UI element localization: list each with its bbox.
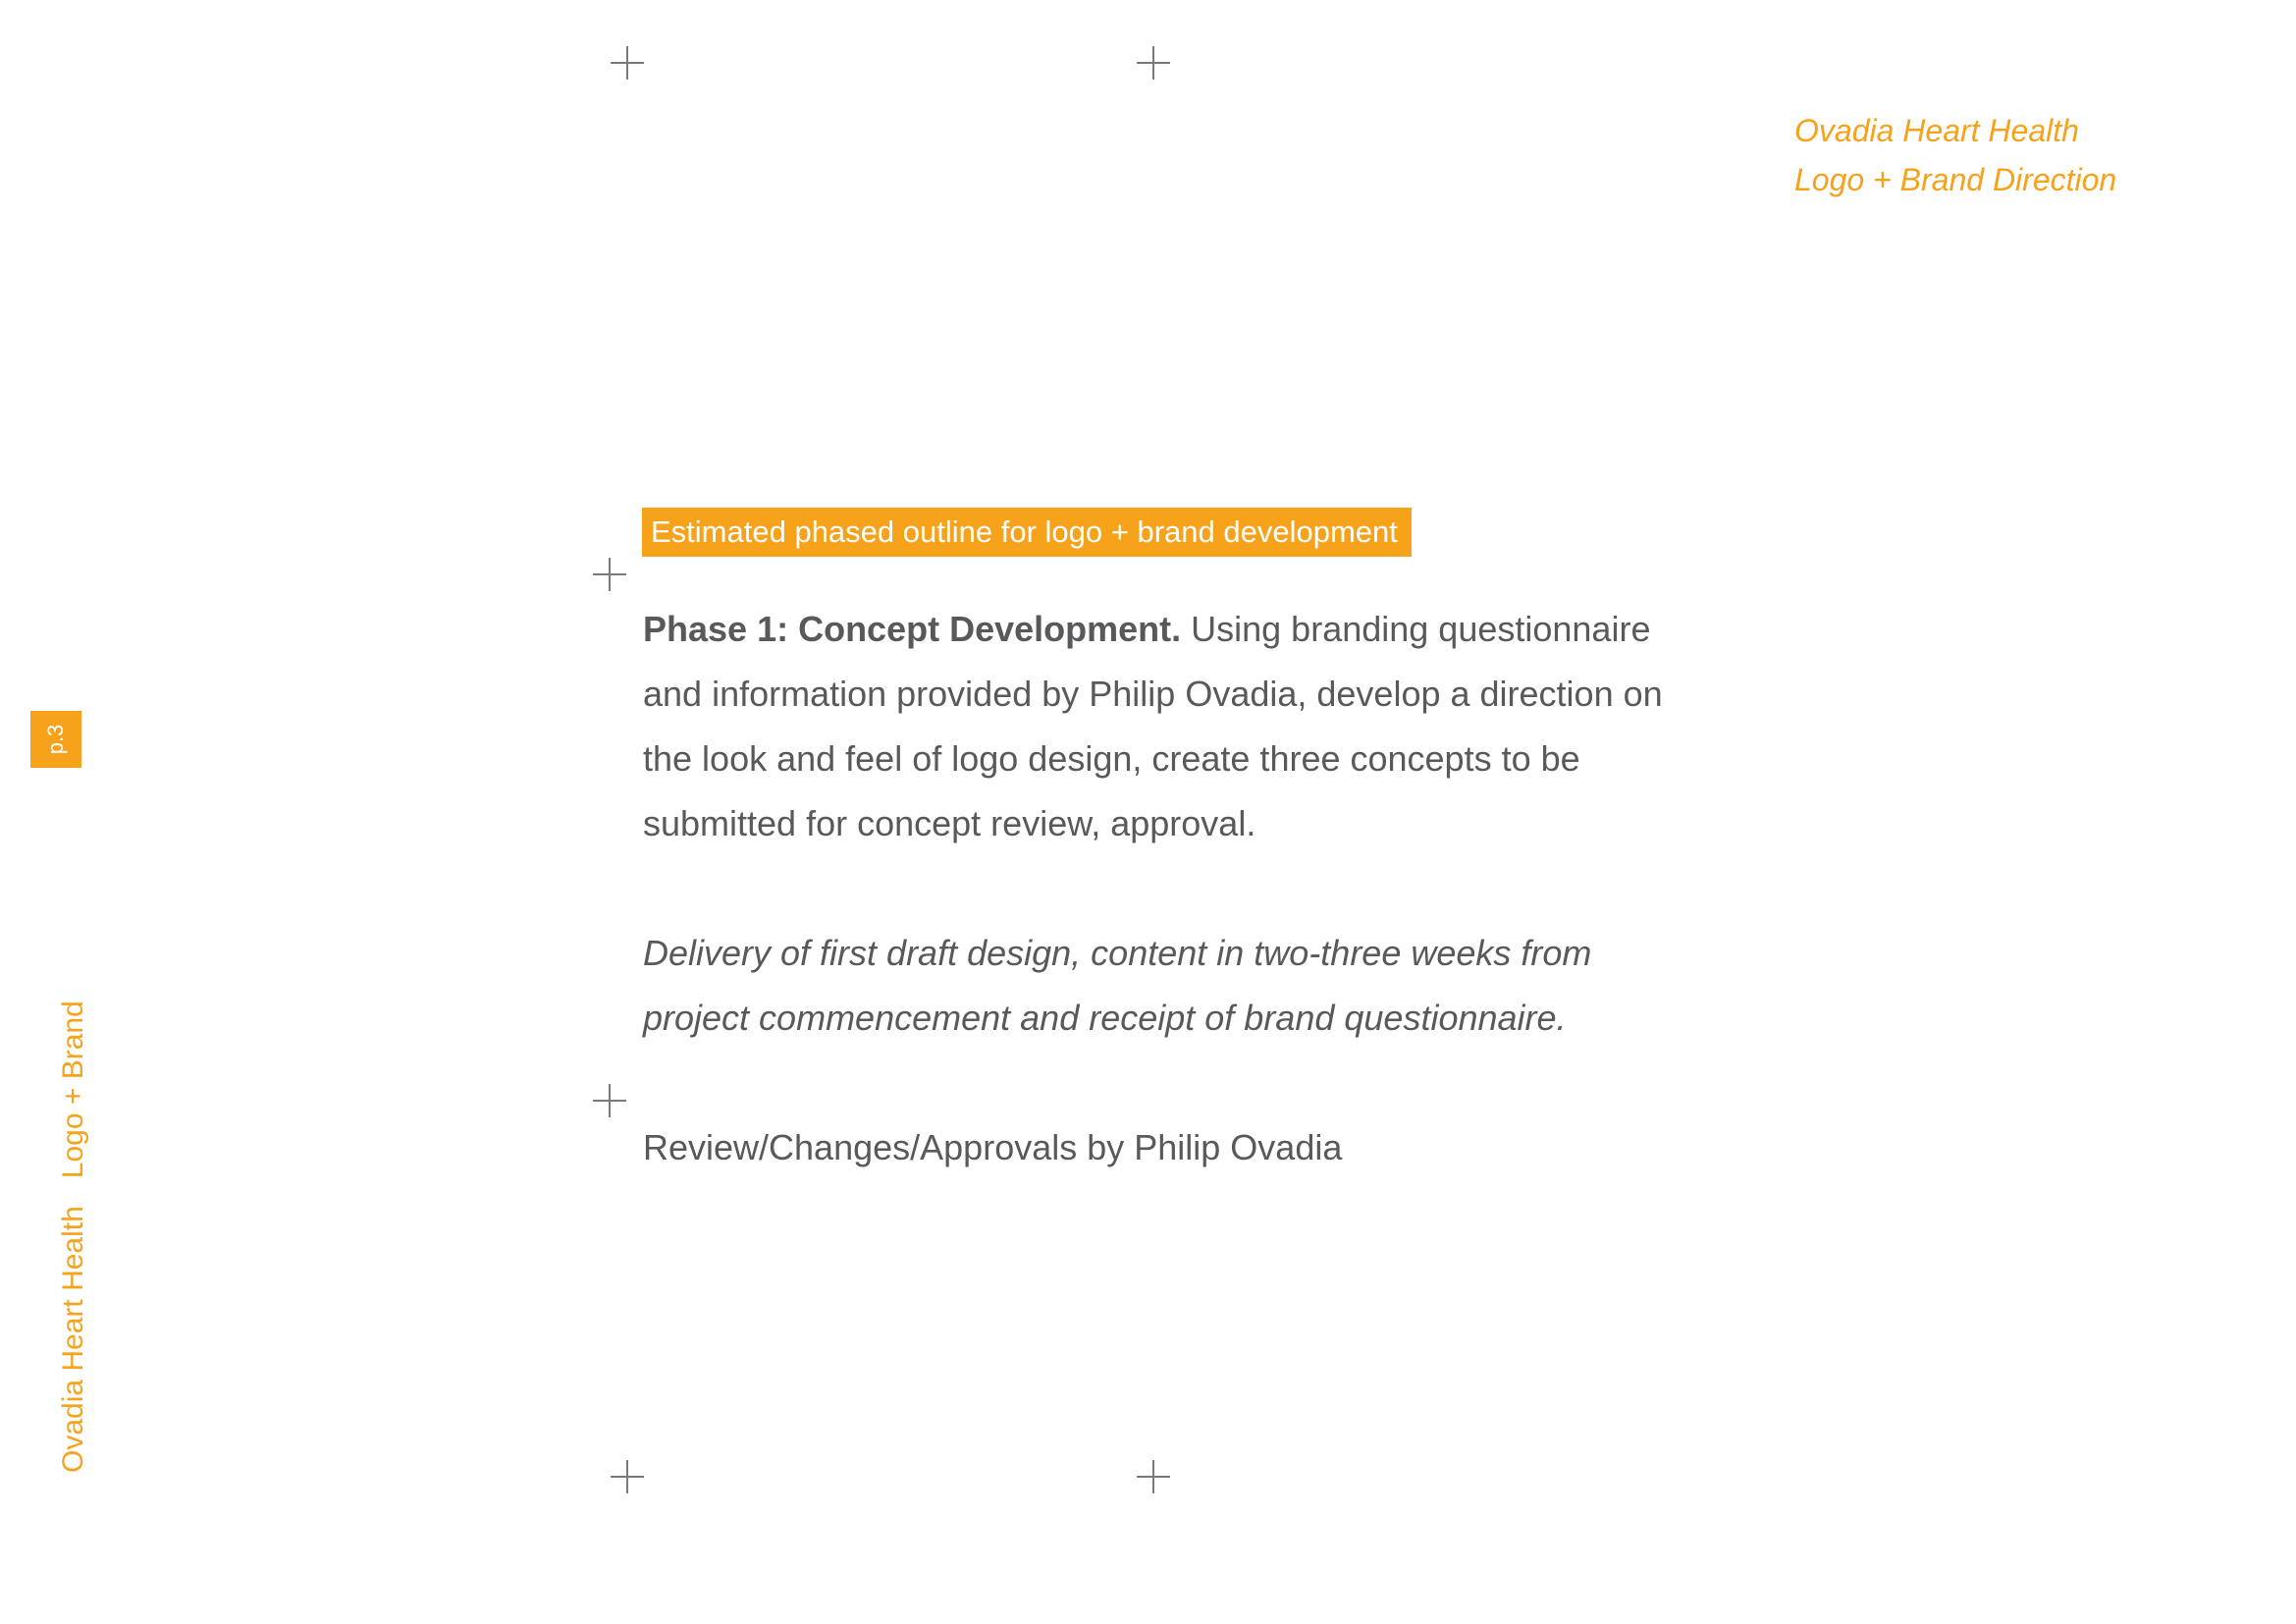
side-brand-sub: Logo + Brand bbox=[57, 1001, 89, 1179]
page-number-tab bbox=[30, 711, 81, 768]
crop-mark-bottom-left bbox=[611, 1460, 644, 1493]
crop-mark-bottom-center bbox=[1137, 1460, 1170, 1493]
phase-content bbox=[643, 597, 1683, 1180]
crop-mark-top-center bbox=[1137, 46, 1170, 80]
side-brand-name: Ovadia Heart Health bbox=[57, 1206, 89, 1473]
phase-description bbox=[643, 597, 1683, 856]
header-brand-subtitle: Logo + Brand Direction bbox=[1794, 162, 2117, 197]
side-brand bbox=[59, 1001, 88, 1473]
crop-mark-top-left bbox=[611, 46, 644, 80]
review-note: Review/Changes/Approvals by Philip Ovadia bbox=[643, 1127, 1343, 1167]
header-brand bbox=[1794, 106, 2116, 204]
phase-heading: Phase 1: Concept Development. bbox=[643, 609, 1182, 649]
crop-mark-upper-left bbox=[593, 558, 626, 591]
crop-mark-middle-left bbox=[593, 1084, 626, 1117]
header-brand-title: Ovadia Heart Health bbox=[1794, 113, 2079, 148]
section-banner: Estimated phased outline for logo + brand development bbox=[642, 508, 1412, 557]
page-number: p.3 bbox=[43, 724, 68, 755]
phase-body: Using branding questionnaire and information provided by Philip Ovadia, develop a direction on the look and feel of logo design, create three concepts to be submitted for concept review, approval. bbox=[643, 609, 1663, 843]
delivery-note: Delivery of first draft design, content in two-three weeks from project commencement and receipt of brand questionnaire. bbox=[643, 933, 1592, 1038]
